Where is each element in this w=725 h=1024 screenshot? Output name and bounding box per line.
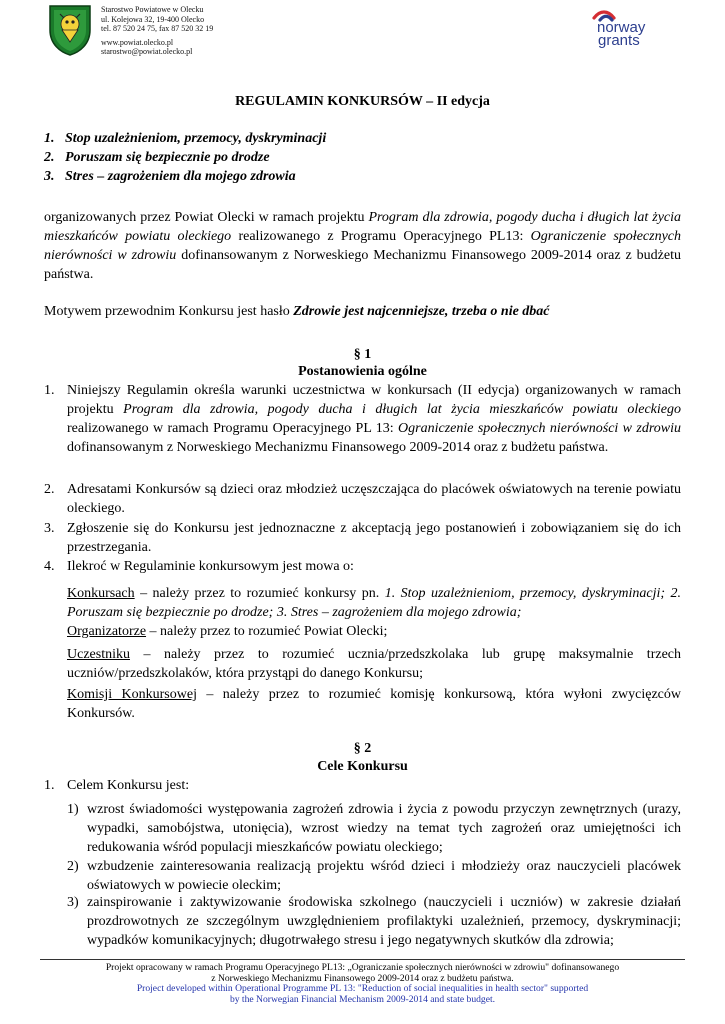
footer-en-line: by the Norwegian Financial Mechanism 2009-2014 and state budget. <box>229 993 496 1005</box>
section-1-mark: § 1 <box>353 347 372 362</box>
footer-en-line: Project developed within Operational Programme PL 13: "Reduction of social inequalities in health sector" supported <box>136 983 589 995</box>
goal-item: 1) wzrost świadomości występowania zagrożeń zdrowia i życia z powodu przyczyn zewnętrznych (urazy, wypadki, samobójstwa, utonięcia), wzrost wiedzy na temat tych zagrożeń oraz umiejętności ich redukowania wśród populacji mieszkańców powiatu oleckiego; <box>67 802 681 855</box>
definition-komisji: Komisji Konkursowej – należy przez to rozumieć komisję konkursową, która wyłoni zwycięzców Konkursów. <box>67 687 681 721</box>
org-email-link[interactable]: starostwo@powiat.olecko.pl <box>101 47 193 56</box>
org-phone: tel. 87 520 24 75, fax 87 520 32 19 <box>101 24 214 33</box>
org-website-link[interactable]: www.powiat.olecko.pl <box>101 37 174 47</box>
list-item: 2. Adresatami Konkursów są dzieci oraz młodzież uczęszczająca do placówek oświatowych na terenie powiatu oleckiego. <box>44 482 681 516</box>
footer-divider <box>40 959 685 960</box>
definition-konkursach: Konkursach – należy przez to rozumieć konkursy pn. 1. Stop uzależnieniom, przemocy, dyskryminacji; 2. Poruszam się bezpiecznie po drodze; 3. Stres – zagrożeniem dla mojego zdrowia; <box>67 586 682 620</box>
contest-item: 2. Poruszam się bezpiecznie po drodze <box>44 150 270 165</box>
org-name: Starostwo Powiatowe w Olecku <box>101 5 204 14</box>
motto-line: Motywem przewodnim Konkursu jest hasło Zdrowie jest najcenniejsze, trzeba o nie dbać <box>44 304 550 319</box>
list-item: 4. Ilekroć w Regulaminie konkursowym jest mowa o: <box>44 559 354 574</box>
section-2-heading: Cele Konkursu <box>317 759 408 774</box>
org-address: ul. Kolejowa 32, 19-400 Olecko <box>101 14 205 24</box>
section-2-mark: § 2 <box>353 741 372 756</box>
contest-item: 3. Stres – zagrożeniem dla mojego zdrowia <box>44 169 296 184</box>
list-item: 3. Zgłoszenie się do Konkursu jest jednoznaczne z akceptacją jego postanowień i zobowiązaniem się do ich przestrzegania. <box>44 521 681 555</box>
goal-item: 2) wzbudzenie zainteresowania realizacją projektu wśród dzieci i młodzieży oraz nauczycieli placówek oświatowych w powiecie oleckim; <box>67 859 681 893</box>
footer-pl-line: Projekt opracowany w ramach Programu Operacyjnego PL13: „Ograniczanie społecznych nierówności w zdrowiu" dofinansowanego <box>105 962 620 973</box>
page-footer <box>40 963 685 1005</box>
motto-slogan: Zdrowie jest najcenniejsze, trzeba o nie dbać <box>293 304 550 319</box>
list-item: 1. Niniejszy Regulamin określa warunki uczestnictwa w konkursach (II edycja) organizowanych w ramach projektu Program dla zdrowia, pogody ducha i długich lat życia mieszkańców powiatu oleckiego realizowanego w ramach Programu Operacyjnego PL 13: Ograniczenie społecznych nierówności w zdrowiu dofinansowanym z Norweskiego Mechanizmu Finansowego 2009-2014 oraz z budżetu państwa. <box>44 383 682 455</box>
definition-organizatorze: Organizatorze – należy przez to rozumieć Powiat Olecki; <box>67 624 388 639</box>
header-address-block <box>101 5 213 57</box>
definition-uczestniku: Uczestniku – należy przez to rozumieć ucznia/przedszkolaka lub grupę maksymalnie trzech uczniów/przedszkolaków, która przystąpi do danego Konkursu; <box>67 647 682 681</box>
footer-pl-line: z Norweskiego Mechanizmu Finansowego 2009-2014 oraz z budżetu państwa. <box>211 972 514 984</box>
page-title: REGULAMIN KONKURSÓW – II edycja <box>235 94 490 109</box>
contest-item: 1. Stop uzależnieniom, przemocy, dyskryminacji <box>44 131 327 146</box>
list-item: 1. Celem Konkursu jest: <box>44 778 190 793</box>
goal-item: 3) zainspirowanie i zaktywizowanie środowiska szkolnego (nauczycieli i uczniów) w zakresie działań prozdrowotnych ze szczególnym uwzględnieniem profilaktyki uzależnień, przemocy, dyskryminacji; wypadków komunikacyjnych; długotrwałego stresu i jego negatywnych skutków dla zdrowia; <box>67 895 681 948</box>
norway-grants-wordmark: norway grants <box>597 19 646 49</box>
coat-of-arms-logo <box>48 4 92 56</box>
section-1-heading: Postanowienia ogólne <box>298 364 427 379</box>
intro-paragraph: organizowanych przez Powiat Olecki w ramach projektu Program dla zdrowia, pogody ducha i długich lat życia mieszkańców powiatu oleckiego realizowanego z Programu Operacyjnego PL13: Ograniczenie społecznych nierówności w zdrowiu dofinansowanym z Norweskiego Mechanizmu Finansowego 2009-2014 oraz z budżetu państwa. <box>44 210 682 282</box>
